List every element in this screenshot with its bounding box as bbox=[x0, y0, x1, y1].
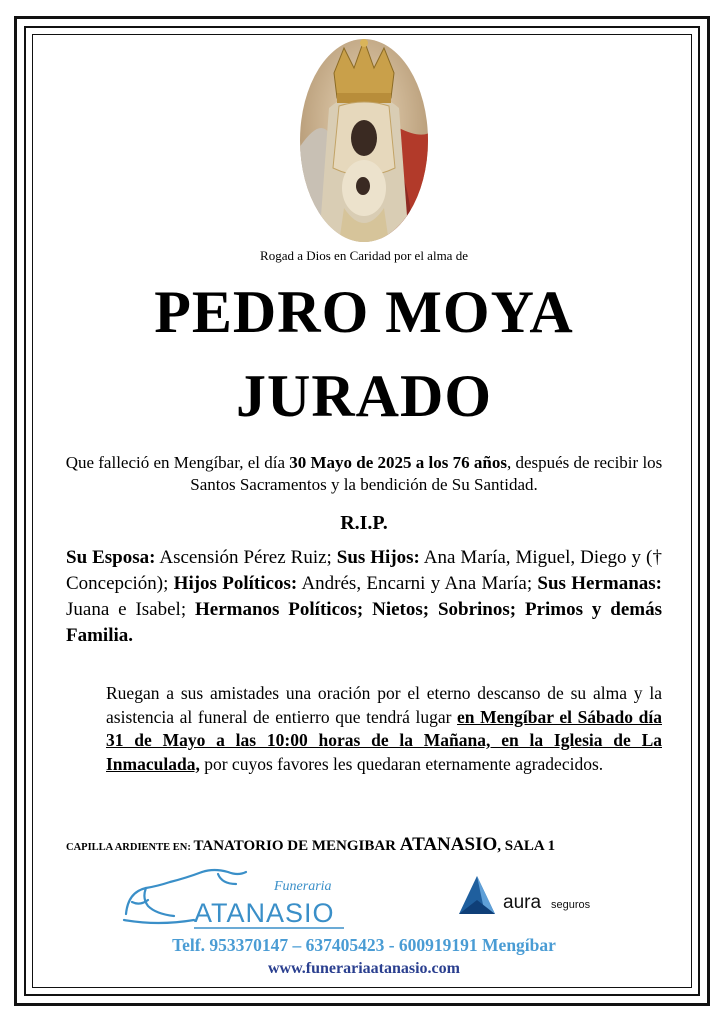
family-list bbox=[66, 545, 662, 649]
esposa-label: Su Esposa: bbox=[66, 547, 156, 568]
death-notice bbox=[60, 452, 668, 496]
funeraria-small-text: Funeraria bbox=[274, 879, 332, 894]
hijos-label: Sus Hijos: bbox=[336, 547, 420, 568]
politicos-names: Andrés, Encarni y Ana María; bbox=[297, 573, 538, 594]
funeraria-atanasio-logo bbox=[118, 862, 348, 934]
aura-text: aura bbox=[503, 892, 542, 913]
family-rest: Hermanos Políticos; Nietos; Sobrinos; Primos y demás Familia. bbox=[66, 599, 662, 646]
website-link[interactable]: www.funerariaatanasio.com bbox=[268, 960, 460, 977]
funeral-notice bbox=[106, 682, 662, 776]
hijos-names: Ana María, Miguel, Diego y († Concepción); bbox=[66, 547, 662, 594]
hermanas-names: Juana e Isabel; bbox=[66, 599, 195, 620]
death-date-age: 30 Mayo de 2025 a los 76 años bbox=[289, 453, 507, 472]
capilla-label: CAPILLA ARDIENTE EN: bbox=[66, 842, 194, 853]
funeral-post: por cuyos favores les quedaran eternamente agradecidos. bbox=[199, 753, 604, 774]
aura-seguros-logo bbox=[455, 874, 615, 922]
phone-line: Telf. 953370147 – 637405423 - 600919191 Mengíbar bbox=[172, 935, 556, 955]
atanasio-logo-text: ATANASIO bbox=[194, 898, 335, 928]
capilla-room: , SALA 1 bbox=[497, 838, 556, 854]
virgin-portrait-image bbox=[299, 38, 429, 243]
intro-text: Rogad a Dios en Caridad por el alma de bbox=[260, 248, 468, 263]
funeral-details: en Mengíbar el Sábado día 31 de Mayo a las 10:00 horas de la Mañana, en la Iglesia de La Inmaculada, bbox=[106, 706, 662, 774]
rip-heading: R.I.P. bbox=[340, 512, 388, 534]
hermanas-label: Sus Hermanas: bbox=[537, 573, 663, 594]
deceased-name-line2: JURADO bbox=[236, 363, 492, 429]
deceased-name-line1: PEDRO MOYA bbox=[154, 279, 574, 345]
capilla-line bbox=[66, 834, 666, 856]
death-pre: Que falleció en Mengíbar, el día bbox=[65, 453, 290, 472]
politicos-label: Hijos Políticos: bbox=[173, 573, 298, 594]
capilla-brand: ATANASIO bbox=[399, 834, 498, 855]
capilla-place: TANATORIO DE MENGIBAR bbox=[193, 838, 400, 854]
funeral-pre: Ruegan a sus amistades una oración por el eterno descanso de su alma y la asistencia al funeral de entierro que tendrá lugar bbox=[106, 683, 662, 727]
seguros-text: seguros bbox=[551, 899, 591, 911]
esposa-name: Ascensión Pérez Ruiz; bbox=[155, 547, 337, 568]
death-post: , después de recibir los Santos Sacramentos y la bendición de Su Santidad. bbox=[190, 453, 663, 494]
